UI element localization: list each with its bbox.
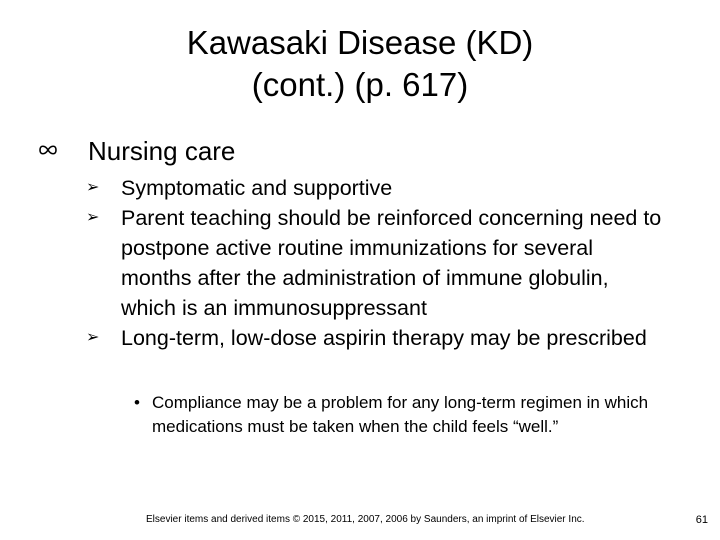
- arrow-bullet-icon: ➢: [86, 209, 100, 226]
- bullet-level-1-text: Nursing care: [88, 136, 236, 166]
- page-number: 61: [695, 514, 708, 526]
- bullet-text: Long-term, low-dose aspirin therapy may be prescribed: [121, 326, 647, 350]
- bullet-item: [86, 173, 666, 203]
- bullet-text: Parent teaching should be reinforced concerning need to postpone active routine immunizations for several months after the administration of immune globulin, which is an immunosuppressant: [121, 206, 662, 320]
- slide-title: [60, 22, 660, 106]
- slide-title-line-1: Kawasaki Disease (KD): [186, 24, 534, 61]
- arrow-bullet-icon: ➢: [86, 179, 100, 196]
- bullet-list-level-2: [86, 173, 666, 353]
- sub-bullet-text: Compliance may be a problem for any long-term regimen in which medications must be taken when the child feels “well.”: [152, 393, 649, 436]
- bullet-text: Symptomatic and supportive: [121, 176, 393, 200]
- sub-bullet-item: [134, 391, 674, 439]
- bullet-list-level-3: [134, 391, 674, 439]
- dot-bullet-icon: •: [134, 393, 140, 412]
- bullet-item: [86, 323, 666, 353]
- bullet-item: [86, 203, 666, 323]
- arrow-bullet-icon: ➢: [86, 329, 100, 346]
- infinity-bullet-icon: [38, 142, 58, 158]
- copyright-footer: Elsevier items and derived items © 2015, 2011, 2007, 2006 by Saunders, an imprint of Elsevier Inc.: [146, 514, 585, 525]
- slide-title-line-2: (cont.) (p. 617): [251, 66, 469, 103]
